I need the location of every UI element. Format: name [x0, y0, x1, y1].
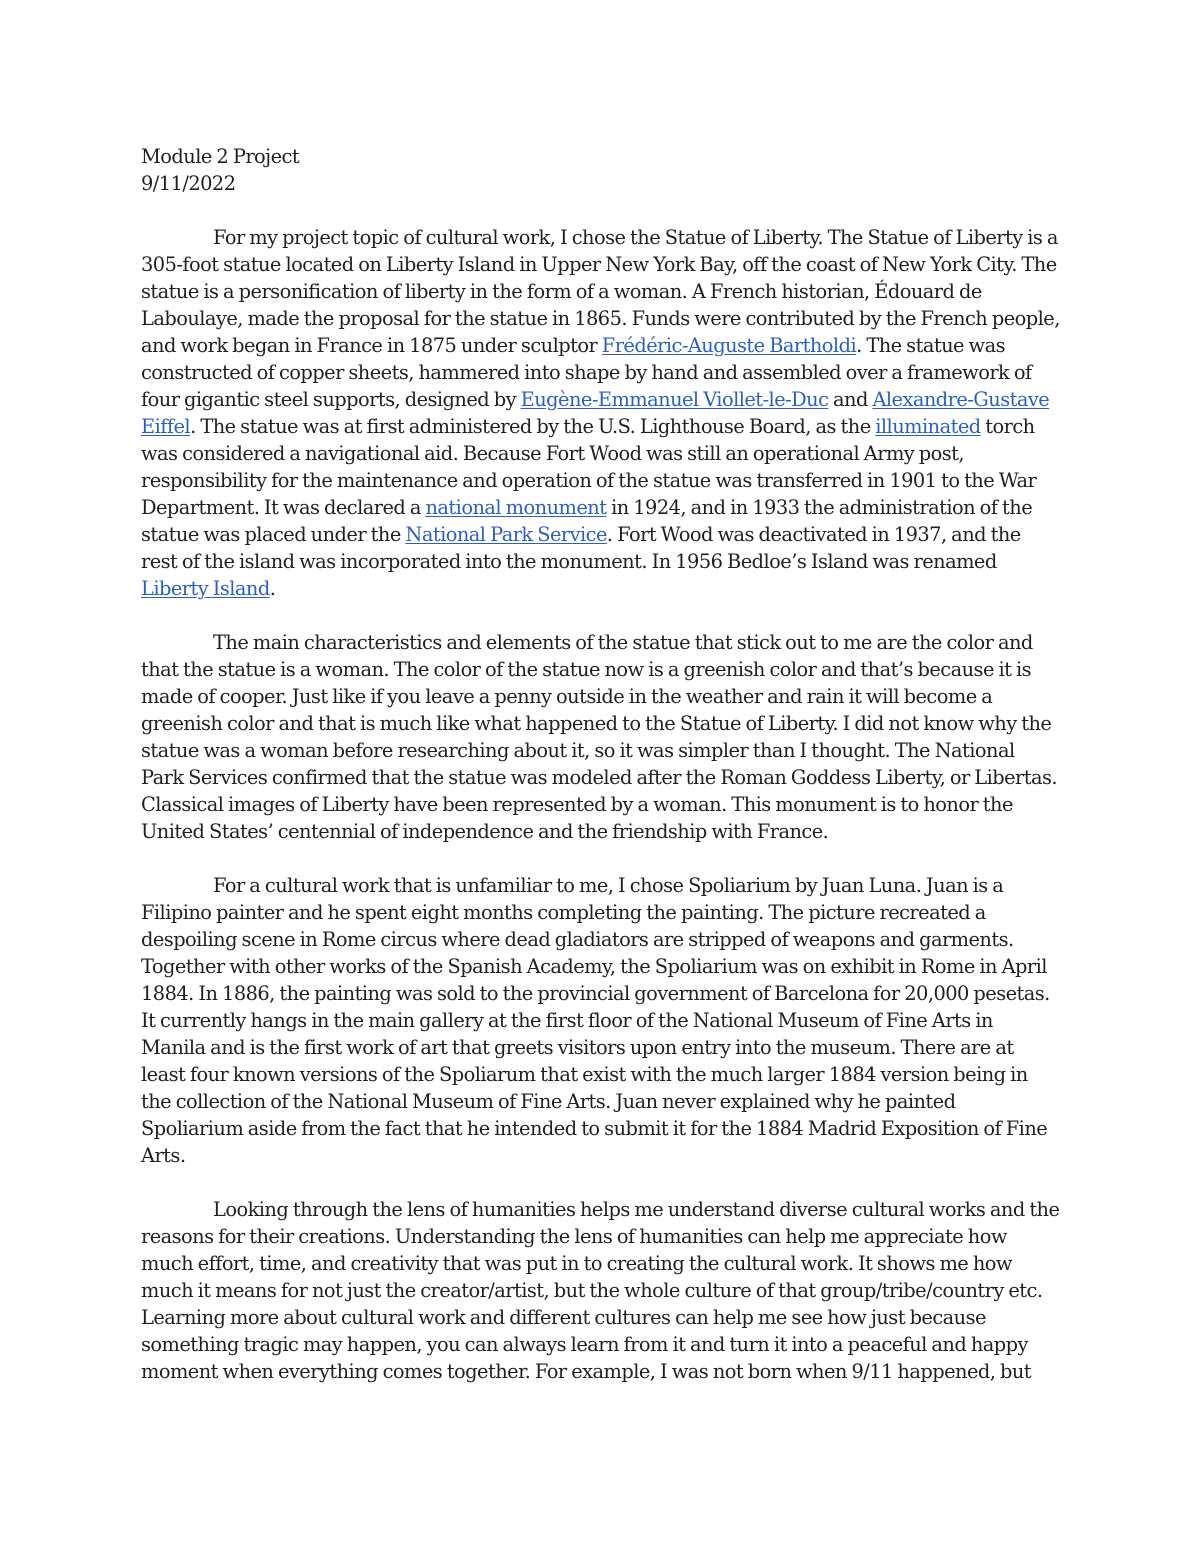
document-body	[141, 143, 1061, 1385]
paragraph-text: . The statue was at first administered by the U.S. Lighthouse Board, as the	[190, 415, 876, 438]
paragraph-text: and	[828, 388, 873, 411]
paragraph-text: For my project topic of cultural work, I chose the Statue of Liberty. The Statue of Liberty is a 305-foot statue located on Liberty Island in Upper New York Bay, off the coast of New York City. The statue is a personification of liberty in the form of a woman. A French historian, Édouard de Laboulaye, made the proposal for the statue in 1865. Funds were contributed by the French people, and work began in France in 1875 under sculptor	[141, 226, 1060, 357]
paragraph-2	[141, 629, 1061, 845]
hyperlink[interactable]: Liberty Island	[141, 577, 270, 600]
paragraph-text: The main characteristics and elements of the statue that stick out to me are the color and that the statue is a woman. The color of the statue now is a greenish color and that’s because it is made of cooper. Just like if you leave a penny outside in the weather and rain it will become a greenish color and that is much like what happened to the Statue of Liberty. I did not know why the statue was a woman before researching about it, so it was simpler than I thought. The National Park Services confirmed that the statue was modeled after the Roman Goddess Liberty, or Libertas. Classical images of Liberty have been represented by a woman. This monument is to honor the United States’ centennial of independence and the friendship with France.	[141, 631, 1058, 843]
hyperlink[interactable]: illuminated	[875, 415, 981, 438]
paragraph-text: For a cultural work that is unfamiliar to me, I chose Spoliarium by Juan Luna. Juan is a Filipino painter and he spent eight months completing the painting. The picture recreated a despoiling scene in Rome circus where dead gladiators are stripped of weapons and garments. Together with other works of the Spanish Academy, the Spoliarium was on exhibit in Rome in April 1884. In 1886, the painting was sold to the provincial government of Barcelona for 20,000 pesetas. It currently hangs in the main gallery at the first floor of the National Museum of Fine Arts in Manila and is the first work of art that greets visitors upon entry into the museum. There are at least four known versions of the Spoliarum that exist with the much larger 1884 version being in the collection of the National Museum of Fine Arts. Juan never explained why he painted Spoliarium aside from the fact that he intended to submit it for the 1884 Madrid Exposition of Fine Arts.	[141, 874, 1050, 1167]
hyperlink[interactable]: national monument	[425, 496, 607, 519]
paragraph-4	[141, 1196, 1061, 1385]
paragraph-text: Looking through the lens of humanities helps me understand diverse cultural works and the reasons for their creations. Understanding the lens of humanities can help me appreciate how much effort, time, and creativity that was put in to creating the cultural work. It shows me how much it means for not just the creator/artist, but the whole culture of that group/tribe/country etc. Learning more about cultural work and different cultures can help me see how just because something tragic may happen, you can always learn from it and turn it into a peaceful and happy moment when everything comes together. For example, I was not born when 9/11 happened, but	[141, 1198, 1060, 1383]
paragraph-3	[141, 872, 1061, 1169]
document-title: Module 2 Project	[141, 145, 300, 168]
hyperlink[interactable]: Eugène-Emmanuel Viollet-le-Duc	[520, 388, 829, 411]
paragraph-text: in 1924, and in 1933 the administration of the statue was placed under the	[141, 496, 1033, 546]
blank-line	[141, 602, 1061, 629]
paragraphs	[141, 224, 1061, 1385]
paragraph-text: .	[269, 577, 276, 600]
hyperlink[interactable]: Alexandre-Gustave Eiffel	[141, 388, 1050, 438]
paragraph-1	[141, 224, 1061, 602]
paragraph-text: . Fort Wood was deactivated in 1937, and the rest of the island was incorporated into the monument. In 1956 Bedloe’s Island was renamed	[141, 523, 1021, 573]
paragraph-text: . The statue was constructed of copper sheets, hammered into shape by hand and assembled over a framework of four gigantic steel supports, designed by	[141, 334, 1032, 411]
blank-line	[141, 197, 1061, 224]
paragraph-text: torch was considered a navigational aid. Because Fort Wood was still an operational Army post, responsibility for the maintenance and operation of the statue was transferred in 1901 to the War Department. It was declared a	[141, 415, 1037, 519]
hyperlink[interactable]: National Park Service	[405, 523, 607, 546]
blank-line	[141, 1169, 1061, 1196]
hyperlink[interactable]: Frédéric-Auguste Bartholdi	[601, 334, 857, 357]
blank-line	[141, 845, 1061, 872]
document-date: 9/11/2022	[141, 172, 236, 195]
